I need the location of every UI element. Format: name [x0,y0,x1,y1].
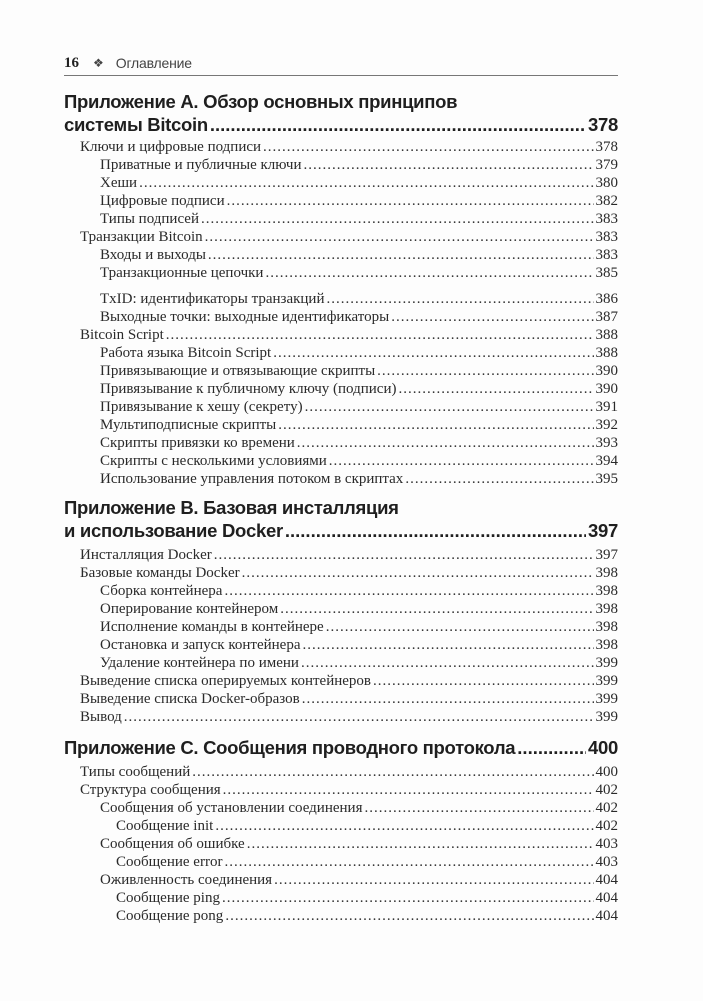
leader-dots [201,210,594,228]
entry-page: 383 [595,211,618,227]
entry-title: Оперирование контейнером [100,601,279,617]
entry-title: Сообщение ping [116,890,220,906]
toc-entry[interactable] [100,636,618,654]
entry-page: 393 [595,435,618,451]
leader-dots [192,763,593,781]
entry-title: Выходные точки: выходные идентификаторы [100,309,390,325]
part-a-heading[interactable] [64,90,618,136]
toc-entry[interactable] [100,470,618,488]
leader-dots [377,362,593,380]
entry-page: 402 [595,782,618,798]
entry-page: 397 [595,547,618,563]
toc-entry[interactable] [116,889,618,907]
leader-dots [225,907,593,925]
leader-dots [301,654,594,672]
entry-title: Сборка контейнера [100,583,223,599]
toc-entry[interactable] [100,434,618,452]
toc-entry[interactable] [100,156,618,174]
entry-page: 383 [595,229,618,245]
entry-page: 391 [595,399,618,415]
toc-entry[interactable] [100,362,618,380]
leader-dots [215,817,593,835]
leader-dots [124,708,594,726]
leader-dots [304,156,594,174]
entry-page: 382 [595,193,618,209]
entry-page: 399 [595,709,618,725]
leader-dots [223,781,594,799]
entry-page: 404 [595,908,618,924]
entry-page: 404 [595,872,618,888]
entry-title: Типы сообщений [80,764,191,780]
leader-dots [303,636,594,654]
running-head-title: Оглавление [115,55,192,71]
entry-page: 399 [595,655,618,671]
leader-dots [364,799,593,817]
leader-dots [305,398,594,416]
entry-title: TxID: идентификаторы транзакций [100,291,325,307]
leader-dots [278,416,593,434]
entry-page: 398 [595,601,618,617]
part-title-line2: системы Bitcoin ..... 378 [64,113,618,136]
part-b-heading[interactable] [64,496,618,542]
entry-page: 388 [595,345,618,361]
entry-page: 387 [595,309,618,325]
part-page: 397 [588,520,618,541]
entry-title: Сообщение error [116,854,223,870]
entry-title: Работа языка Bitcoin Script [100,345,272,361]
toc-entry[interactable] [100,416,618,434]
leader-dots [139,174,593,192]
entry-title: Остановка и запуск контейнера [100,637,301,653]
toc-entry[interactable] [80,564,618,582]
entry-page: 403 [595,854,618,870]
entry-page: 380 [595,175,618,191]
entry-page: 399 [595,673,618,689]
entry-page: 394 [595,453,618,469]
entry-page: 390 [595,363,618,379]
entry-page: 403 [595,836,618,852]
leader-dots [329,452,594,470]
part-page: 378 [588,114,618,135]
entry-title: Привязывание к публичному ключу (подписи) [100,381,397,397]
entry-page: 392 [595,417,618,433]
toc-entry[interactable] [80,546,618,564]
leader-dots [205,228,594,246]
entry-title: Сообщения об ошибке [100,836,245,852]
leader-dots [222,889,594,907]
ornament-icon: ❖ [93,56,104,70]
header-rule [64,75,618,76]
leader-dots [247,835,594,853]
entry-page: 402 [595,818,618,834]
toc-entry[interactable] [100,264,618,282]
leader-dots [326,290,593,308]
toc-entry[interactable] [100,398,618,416]
entry-page: 404 [595,890,618,906]
toc-entry[interactable] [100,871,618,889]
toc-entry[interactable] [116,817,618,835]
entry-title: Выведение списка оперируемых контейнеров [80,673,371,689]
entry-title: Скрипты с несколькими условиями [100,453,327,469]
toc-entry[interactable] [116,853,618,871]
part-c-heading[interactable] [64,736,618,759]
entry-title: Мультиподписные скрипты [100,417,277,433]
part-title-line1: Приложение A. Обзор основных принципов [64,91,458,112]
entry-title: Удаление контейнера по имени [100,655,299,671]
entry-title: Инсталляция Docker [80,547,212,563]
part-title-line2: и использование Docker ..... 397 [64,519,618,542]
toc-entry[interactable] [80,672,618,690]
part-page: 400 [588,737,618,758]
leader-dots [405,470,593,488]
leader-dots [302,690,594,708]
leader-dots [224,582,593,600]
toc-entry[interactable] [80,763,618,781]
page-number: 16 [64,54,79,71]
toc-entry[interactable] [100,344,618,362]
entry-title: Базовые команды Docker [80,565,240,581]
entry-page: 386 [595,291,618,307]
entry-title: Ключи и цифровые подписи [80,139,262,155]
leader-dots [274,871,593,889]
toc-entry[interactable] [100,174,618,192]
leader-dots [224,853,593,871]
entry-title: Выведение списка Docker-образов [80,691,300,707]
leader-dots [297,434,594,452]
entry-page: 385 [595,265,618,281]
toc-entry[interactable] [100,246,618,264]
toc-entry[interactable] [100,582,618,600]
entry-title: Исполнение команды в контейнере [100,619,324,635]
entry-page: 398 [595,637,618,653]
leader-dots [326,618,594,636]
toc-entry[interactable] [80,228,618,246]
entry-page: 379 [595,157,618,173]
toc-entry[interactable] [80,690,618,708]
entry-title: Транзакции Bitcoin [80,229,203,245]
entry-title: Структура сообщения [80,782,221,798]
toc-entry[interactable] [100,799,618,817]
toc-entry[interactable] [100,210,618,228]
entry-title: Привязывающие и отвязывающие скрипты [100,363,376,379]
toc-entry[interactable] [80,708,618,726]
entry-page: 388 [595,327,618,343]
toc-entry[interactable] [100,600,618,618]
toc-entry[interactable] [100,290,618,308]
entry-page: 398 [595,619,618,635]
entry-title: Вывод [80,709,122,725]
entry-title: Привязывание к хешу (секрету) [100,399,303,415]
leader-dots [517,736,586,759]
leader-dots [263,138,593,156]
toc-entry[interactable] [80,781,618,799]
entry-title: Скрипты привязки ко времени [100,435,295,451]
toc-entry[interactable] [116,907,618,925]
toc-entry[interactable] [80,326,618,344]
toc-entry[interactable] [100,618,618,636]
toc-entry[interactable] [100,380,618,398]
leader-dots [210,113,586,136]
entry-title: Сообщение init [116,818,214,834]
leader-dots [227,192,594,210]
entry-title: Bitcoin Script [80,327,164,343]
leader-dots [391,308,593,326]
entry-page: 399 [595,691,618,707]
entry-title: Сообщения об установлении соединения [100,800,363,816]
entry-page: 402 [595,800,618,816]
entry-page: 378 [595,139,618,155]
entry-page: 395 [595,471,618,487]
toc-entry[interactable] [100,835,618,853]
leader-dots [280,600,593,618]
entry-title: Сообщение pong [116,908,224,924]
entry-page: 383 [595,247,618,263]
entry-page: 390 [595,381,618,397]
leader-dots [398,380,593,398]
entry-page: 398 [595,583,618,599]
toc-entry[interactable] [80,138,618,156]
leader-dots [214,546,594,564]
entry-title: Входы и выходы [100,247,206,263]
entry-title: Цифровые подписи [100,193,225,209]
leader-dots [166,326,594,344]
entry-title: Хеши [100,175,138,191]
leader-dots [242,564,594,582]
leader-dots [285,519,586,542]
leader-dots [265,264,593,282]
entry-title: Транзакционные цепочки [100,265,264,281]
entry-title: Оживленность соединения [100,872,273,888]
toc-entry[interactable] [100,452,618,470]
toc-entry[interactable] [100,192,618,210]
leader-dots [273,344,593,362]
toc-entry[interactable] [100,654,618,672]
toc-entry[interactable] [100,308,618,326]
part-title-line1: Приложение C. Сообщения проводного протокола ..... 400 [64,736,618,759]
leader-dots [208,246,594,264]
entry-title: Типы подписей [100,211,199,227]
leader-dots [373,672,594,690]
entry-page: 400 [595,764,618,780]
entry-title: Приватные и публичные ключи [100,157,302,173]
running-head [64,53,618,73]
entry-page: 398 [595,565,618,581]
part-title-line1: Приложение B. Базовая инсталляция [64,497,399,518]
entry-title: Использование управления потоком в скриптах [100,471,404,487]
